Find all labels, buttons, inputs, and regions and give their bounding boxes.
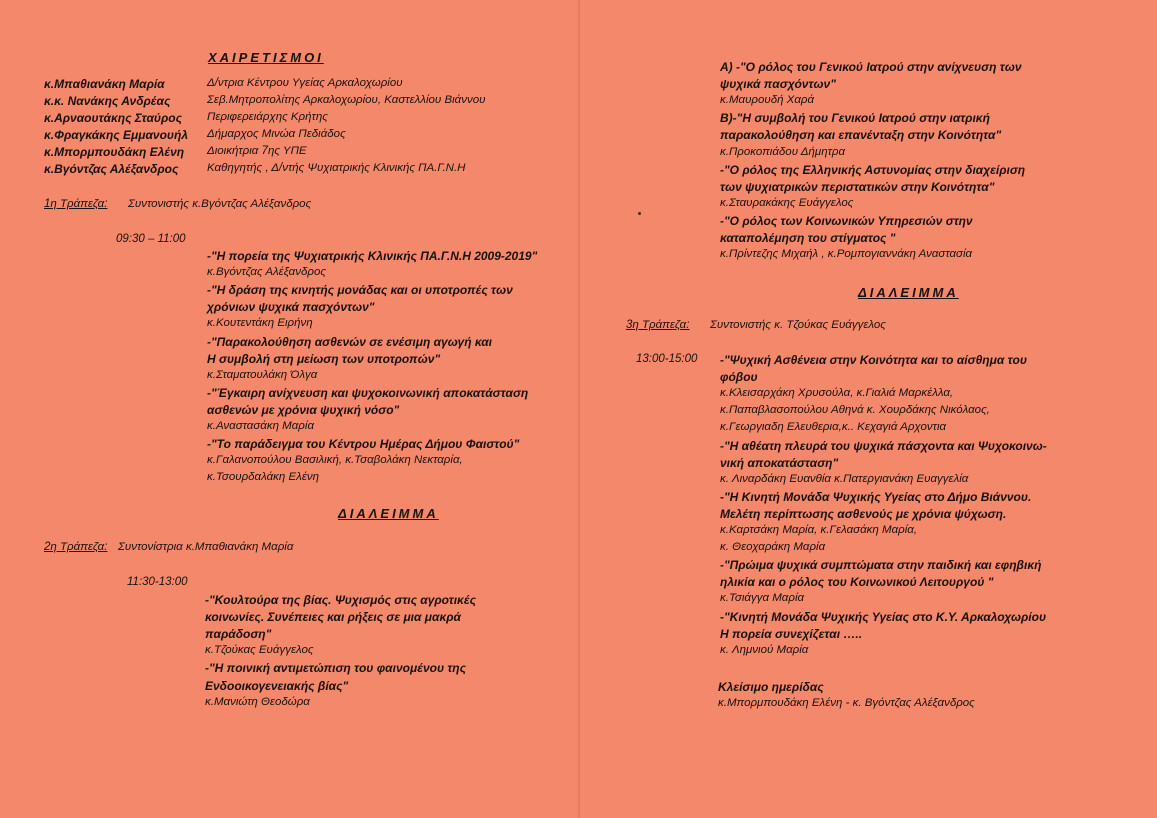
talk-title-line: νική αποκατάσταση" (720, 455, 839, 470)
speaker-line: κ. Λημνιού Μαρία (720, 643, 809, 656)
talk-title-line: παράδοση" (205, 627, 272, 642)
greeting-role: Καθηγητής , Δ/ντής Ψυχιατρικής Κλινικής ΠΑ.Γ.Ν.Η (207, 162, 466, 174)
greeting-name: κ.Αρναουτάκης Σταύρος (44, 111, 183, 125)
talk-title-line: -"Η αθέατη πλευρά του ψυχικά πάσχοντα και Ψυχοκοινω- (720, 438, 1047, 453)
talk-title-line: φόβου (720, 370, 758, 385)
break2-heading: ΔΙΑΛΕΙΜΜΑ (858, 285, 959, 300)
speaker-line: κ.Τσιάγγα Μαρία (720, 592, 805, 605)
greeting-name: κ.Βγόντζας Αλέξανδρος (44, 162, 179, 176)
speaker-line: κ.Κουτεντάκη Ειρήνη (207, 317, 313, 330)
talk-title-line: Η συμβολή στη μείωση των υποτροπών" (207, 351, 441, 366)
speaker-line: κ.Προκοπιάδου Δήμητρα (720, 145, 846, 158)
speaker-line: κ.Μανιώτη Θεοδώρα (205, 695, 310, 708)
talk-title-line: -"Κινητή Μονάδα Ψυχικής Υγείας στο Κ.Υ. Αρκαλοχωρίου (720, 609, 1047, 624)
table1-chair: Συντονιστής κ.Βγόντζας Αλέξανδρος (128, 198, 312, 210)
table3-chair: Συντονιστής κ. Τζούκας Ευάγγελος (710, 319, 886, 331)
speaker-line: κ.Τζούκας Ευάγγελος (205, 644, 314, 657)
speaker-line: κ.Παπαβλασοπούλου Αθηνά κ. Χουρδάκης Νικόλαος, (720, 404, 990, 417)
table1-label: 1η Τράπεζα: (44, 198, 108, 210)
talk-title-line: A) -"Ο ρόλος του Γενικού Ιατρού στην ανίχνευση των (720, 60, 1022, 74)
speaker-line: κ.Γαλανοπούλου Βασιλική, κ.Τσαβολάκη Νεκταρία, (207, 454, 463, 467)
talk-title-line: -"Η Κινητή Μονάδα Ψυχικής Υγείας στο Δήμο Βιάννου. (720, 489, 1032, 504)
talk-title-line: Η πορεία συνεχίζεται ….. (720, 626, 863, 641)
talk-title-line: -"Ο ρόλος της Ελληνικής Αστυνομίας στην διαχείριση (720, 162, 1026, 177)
talk-title-line: -"Ψυχική Ασθένεια στην Κοινότητα και το αίσθημα του (720, 353, 1027, 367)
speaker-line: κ.Κλεισαρχάκη Χρυσούλα, κ.Γιαλιά Μαρκέλλα, (720, 387, 954, 400)
talk-title-line: ψυχικά πασχόντων" (720, 77, 836, 92)
greeting-name: κ.Μπαθιανάκη Μαρία (44, 77, 165, 91)
speaker-line: κ.Γεωργιαδη Ελευθερια,κ.. Κεχαγιά Αρχοντια (720, 421, 947, 434)
speaker-line: κ. Θεοχαράκη Μαρία (720, 541, 826, 554)
talk-title-line: -"Κουλτούρα της βίας. Ψυχισμός στις αγροτικές (205, 593, 476, 607)
speaker-line: κ.Μαυρουδή Χαρά (720, 94, 815, 107)
talk-title-line: ασθενών με χρόνια ψυχική νόσο" (207, 402, 400, 417)
talk-title-line: -"Πρώιμα ψυχικά συμπτώματα στην παιδική και εφηβική (720, 558, 1042, 573)
speaker-line: κ. Λιναρδάκη Ευανθία κ.Πατεργιανάκη Ευαγγελία (720, 472, 969, 485)
talk-title-line: παρακολούθηση και επανένταξη στην Κοινότητα" (720, 128, 1002, 143)
table3-label: 3η Τράπεζα: (626, 319, 690, 331)
greeting-name: κ.Φραγκάκης Εμμανουήλ (44, 128, 189, 142)
talk-title-line: -"Έγκαιρη ανίχνευση και ψυχοκοινωνική αποκατάσταση (207, 385, 529, 400)
table2-label: 2η Τράπεζα: (44, 541, 108, 553)
table2-chair: Συντονίστρια κ.Μπαθιανάκη Μαρία (118, 541, 294, 553)
greeting-role: Σεβ.Μητροπολίτης Αρκαλοχωρίου, Καστελλίου Βιάννου (207, 94, 486, 106)
talk-title-line: -"Παρακολούθηση ασθενών σε ενέσιμη αγωγή και (207, 334, 492, 349)
speaker-line: κ.Καρτσάκη Μαρία, κ.Γελασάκη Μαρία, (720, 524, 918, 536)
talk-title-line: Μελέτη περίπτωσης ασθενούς με χρόνια ψύχωση. (720, 506, 1007, 521)
talk-title-line: -"Η δράση της κινητής μονάδας και οι υποτροπές των (207, 283, 513, 298)
closing-title: Κλείσιμο ημερίδας (718, 680, 824, 694)
greeting-role: Δήμαρχος Μινώα Πεδιάδος (207, 128, 346, 140)
talk-title-line: -"Η ποινική αντιμετώπιση του φαινομένου της (205, 661, 466, 676)
talk-title-line: -"Ο ρόλος των Κοινωνικών Υπηρεσιών στην (720, 213, 973, 228)
talk-title-line: των ψυχιατρικών περιστατικών στην Κοινότητα" (720, 179, 995, 194)
talk-title-line: B)-"Η συμβολή του Γενικού Ιατρού στην ιατρική (720, 111, 990, 126)
speaker-line: κ.Πρίντεζης Μιχαήλ , κ.Ρομπογιαννάκη Αναστασία (720, 248, 973, 261)
talk-title-line: κοινωνίες. Συνέπειες και ρήξεις σε μια μακρά (205, 610, 461, 625)
break1-heading: ΔΙΑΛΕΙΜΜΑ (338, 506, 439, 521)
speaker-line: κ.Σταυρακάκης Ευάγγελος (720, 196, 854, 209)
greeting-name: κ.κ. Νανάκης Ανδρέας (44, 94, 171, 108)
greeting-role: Δ/ντρια Κέντρου Υγείας Αρκαλοχωρίου (207, 77, 403, 89)
table2-time: 11:30-13:00 (127, 576, 188, 588)
talk-title-line: ηλικία και ο ρόλος του Κοινωνικού Λειτουργού " (720, 575, 994, 590)
speck (638, 212, 641, 215)
talk-title-line: καταπολέμηση του στίγματος " (720, 231, 896, 245)
talk-title-line: -"Η πορεία της Ψυχιατρικής Κλινικής ΠΑ.Γ.Ν.Η 2009-2019" (207, 249, 538, 263)
speaker-line: κ.Τσουρδαλάκη Ελένη (207, 471, 320, 484)
greetings-title: ΧΑΙΡΕΤΙΣΜΟΙ (208, 50, 324, 65)
greeting-role: Περιφερειάρχης Κρήτης (207, 111, 328, 123)
speaker-line: κ.Σταματουλάκη Όλγα (207, 368, 318, 381)
greeting-name: κ.Μπορμπουδάκη Ελένη (44, 145, 185, 159)
table1-time: 09:30 – 11:00 (116, 233, 186, 245)
talk-title-line: χρόνιων ψυχικά πασχόντων" (207, 300, 375, 315)
closing-names: κ.Μπορμπουδάκη Ελένη - κ. Βγόντζας Αλέξανδρος (718, 697, 975, 709)
speaker-line: κ.Βγόντζας Αλέξανδρος (207, 266, 326, 279)
talk-title-line: Ενδοοικογενειακής βίας" (205, 678, 349, 693)
fold-line (578, 0, 580, 818)
table3-time: 13:00-15:00 (636, 353, 698, 365)
talk-title-line: -"Το παράδειγμα του Κέντρου Ημέρας Δήμου Φαιστού" (207, 437, 520, 452)
speaker-line: κ.Αναστασάκη Μαρία (207, 420, 315, 432)
greeting-role: Διοικήτρια 7ης ΥΠΕ (207, 145, 307, 157)
